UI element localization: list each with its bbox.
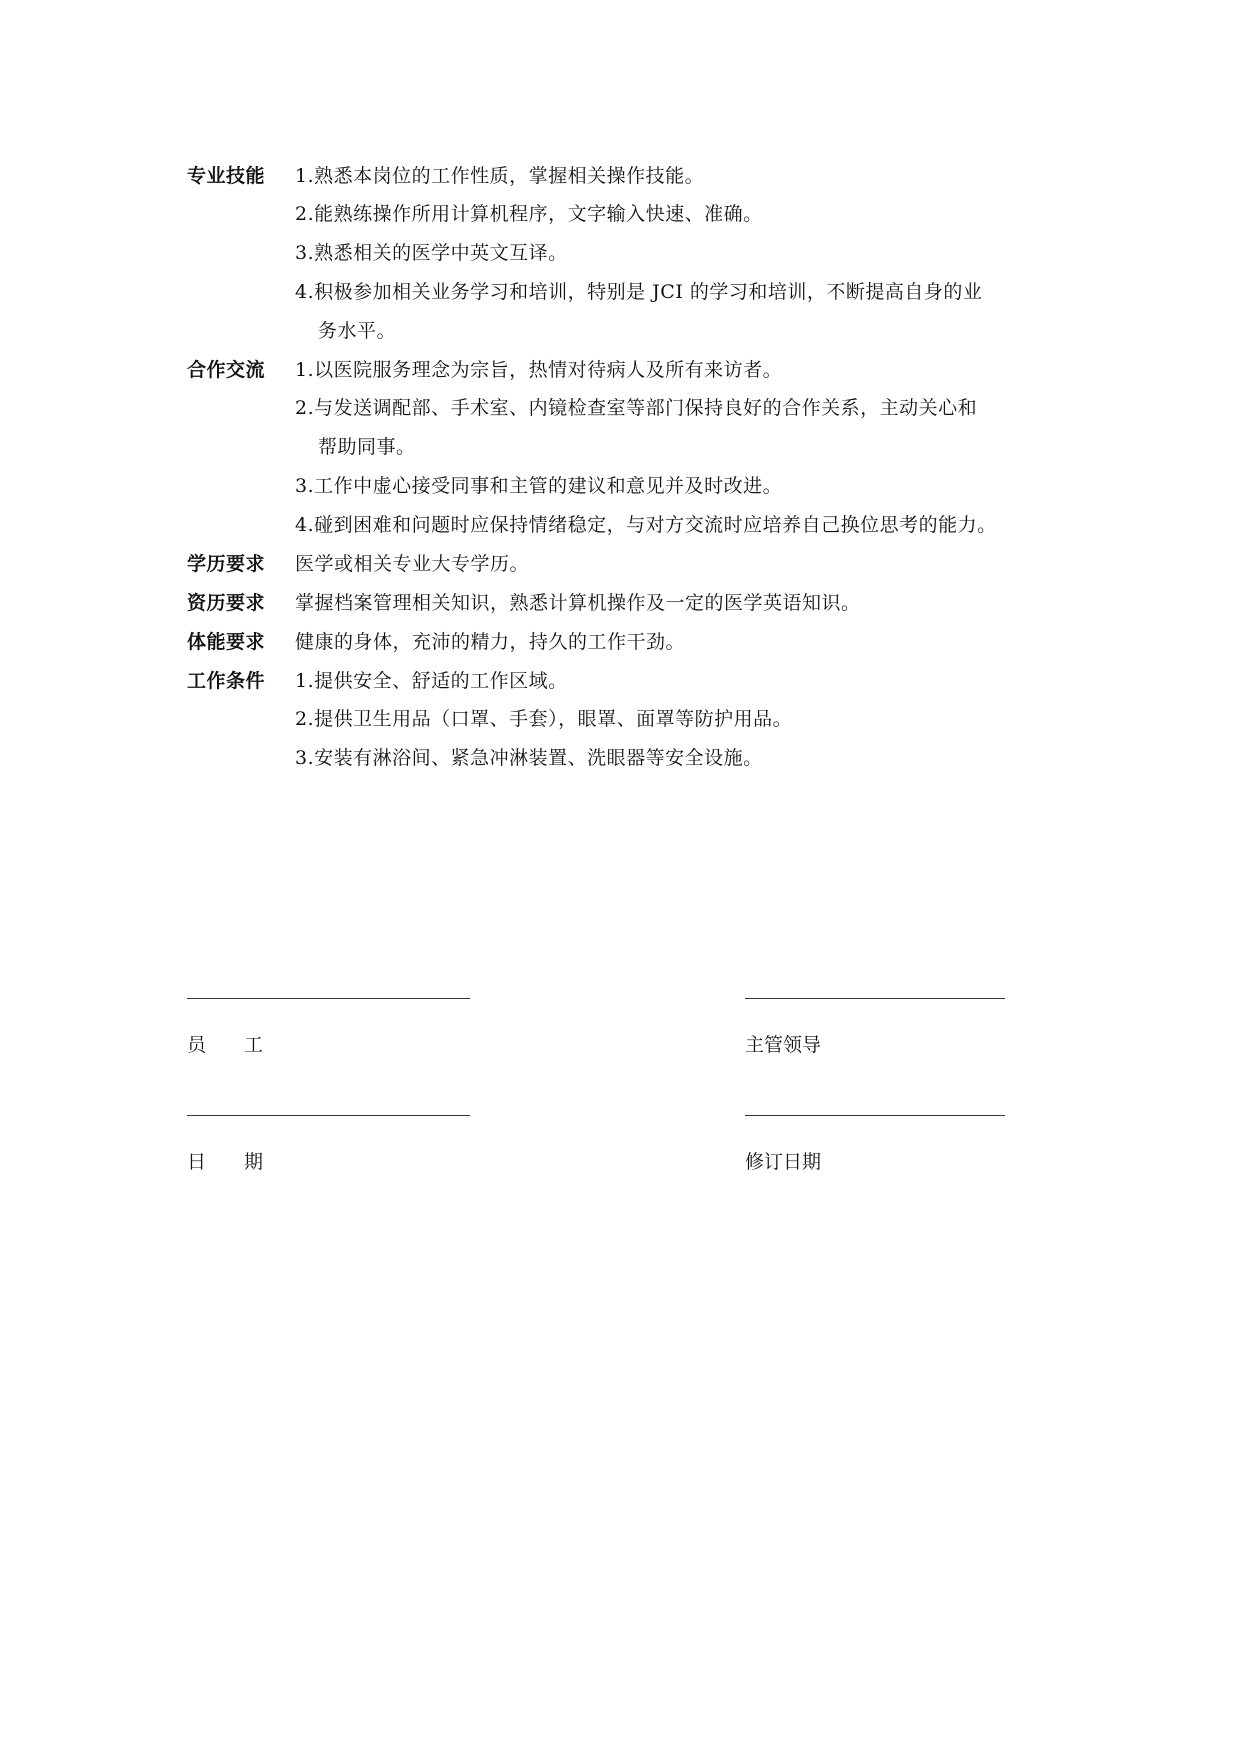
section-label: 专业技能 — [187, 165, 266, 187]
revision-date-label: 修订日期 — [745, 1151, 822, 1173]
list-item: 4.碰到困难和问题时应保持情绪稳定，与对方交流时应培养自己换位思考的能力。 — [295, 514, 997, 536]
list-item-continuation: 帮助同事。 — [318, 436, 416, 458]
employee-signature-label: 员 工 — [187, 1034, 264, 1056]
supervisor-signature-label: 主管领导 — [745, 1034, 822, 1056]
list-item: 1.熟悉本岗位的工作性质，掌握相关操作技能。 — [295, 165, 705, 187]
date-label: 日 期 — [187, 1151, 264, 1173]
section-label: 学历要求 — [187, 553, 266, 575]
list-item: 3.安装有淋浴间、紧急冲淋装置、洗眼器等安全设施。 — [295, 747, 763, 769]
list-item: 2.提供卫生用品（口罩、手套），眼罩、面罩等防护用品。 — [295, 708, 793, 730]
section-label: 体能要求 — [187, 631, 266, 653]
list-item-continuation: 务水平。 — [318, 320, 397, 342]
list-item: 3.熟悉相关的医学中英文互译。 — [295, 242, 568, 264]
list-item: 2.能熟练操作所用计算机程序，文字输入快速、准确。 — [295, 203, 763, 225]
list-item: 4.积极参加相关业务学习和培训，特别是 JCI 的学习和培训，不断提高自身的业 — [295, 281, 983, 303]
section-text: 健康的身体，充沛的精力，持久的工作干劲。 — [295, 631, 686, 653]
section-label: 合作交流 — [187, 359, 266, 381]
list-item: 3.工作中虚心接受同事和主管的建议和意见并及时改进。 — [295, 475, 783, 497]
list-item: 1.以医院服务理念为宗旨，热情对待病人及所有来访者。 — [295, 359, 783, 381]
section-text: 医学或相关专业大专学历。 — [295, 553, 530, 575]
supervisor-signature-line — [745, 998, 1005, 999]
section-label: 工作条件 — [187, 670, 266, 692]
section-label: 资历要求 — [187, 592, 266, 614]
list-item: 1.提供安全、舒适的工作区域。 — [295, 670, 568, 692]
date-signature-line — [187, 1115, 470, 1116]
revision-date-signature-line — [745, 1115, 1005, 1116]
employee-signature-line — [187, 998, 470, 999]
section-text: 掌握档案管理相关知识，熟悉计算机操作及一定的医学英语知识。 — [295, 592, 861, 614]
list-item: 2.与发送调配部、手术室、内镜检查室等部门保持良好的合作关系，主动关心和 — [295, 397, 978, 419]
